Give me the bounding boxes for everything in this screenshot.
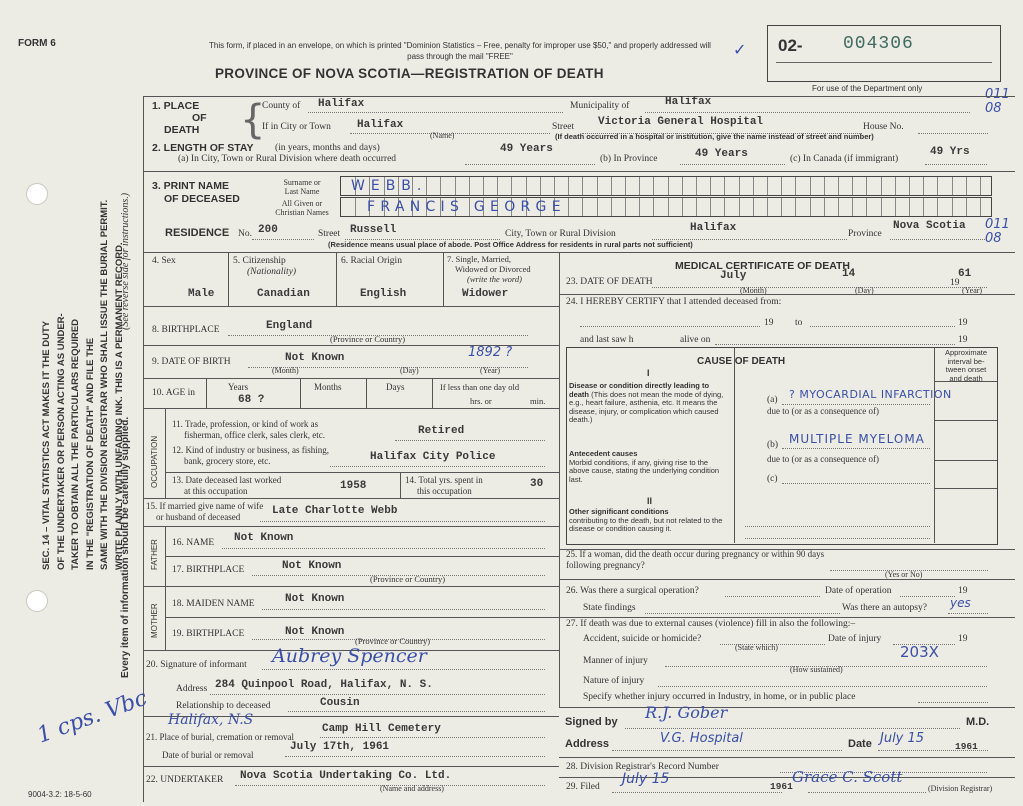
q27-label: 27. If death was due to external causes (violence) fill in also the following:–: [566, 619, 856, 629]
dod-month: July: [720, 270, 747, 282]
side-instructions: SEC. 14 – VITAL STATISTICS ACT MAKES IT THE DUTY OF THE UNDERTAKER OR PERSON ACTING AS UNDER- TAKER TO OBTAIN ALL THE PARTICULARS REQUIRED IN THE "REGISTRATION OF DEATH" AND FILE THE SAME WITH THE DIVISION REGISTRAR WHO SHALL ISSUE THE BURIAL PERMIT. WRITE PLAINLY WITH UNFADING INK. THIS IS A PERMANENT RECORD.: [41, 199, 125, 570]
stay-unit: (in years, months and days): [275, 143, 380, 153]
alive-19: 19: [958, 335, 968, 345]
residence-province-label: Province: [848, 229, 882, 239]
certify-to: to: [795, 318, 803, 328]
date-label: Date: [848, 738, 872, 750]
industry-value: Halifax City Police: [370, 451, 496, 463]
dod-year: 61: [958, 268, 972, 280]
occupation-side-label: OCCUPATION: [150, 435, 159, 488]
dob-month-caption: (Month): [272, 366, 299, 375]
name-char-cell: [881, 177, 895, 195]
mother-birthplace-caption: (Province or Country): [355, 636, 431, 646]
relationship-value: Cousin: [320, 697, 360, 709]
name-char-cell: [696, 198, 710, 216]
date-injury-label: Date of injury: [828, 634, 882, 644]
county-value: Halifax: [318, 98, 365, 110]
residence-note: (Residence means usual place of abode. Post Office Address for residents in rural parts not sufficient): [328, 240, 693, 249]
name-char-cell: [966, 177, 980, 195]
name-caption: (Name): [430, 131, 455, 140]
name-char-cell: [724, 198, 738, 216]
name-char-cell: [838, 177, 852, 195]
name-char-cell: [838, 198, 852, 216]
cause-a-value: ? MYOCARDIAL INFARCTION: [789, 388, 952, 401]
name-char-cell: [710, 177, 724, 195]
certify-label: 24. I HEREBY CERTIFY that I attended deceased from:: [566, 297, 782, 307]
mother-maiden-label: 18. MAIDEN NAME: [172, 599, 255, 609]
spouse-label: 15. If married give name of wife or husband of deceased: [146, 501, 264, 522]
name-char-cell: [639, 177, 653, 195]
form-number: FORM 6: [18, 38, 56, 49]
surname-label: Surname or Last Name: [283, 178, 321, 196]
mother-maiden-value: Not Known: [285, 593, 345, 605]
name-char-cell: [810, 198, 824, 216]
name-char-cell: [455, 177, 469, 195]
cause-a-letter: (a): [767, 395, 778, 405]
physician-signature: R.J. Gober: [645, 703, 728, 722]
father-name-value: Not Known: [234, 532, 294, 544]
undertaker-label: 22. UNDERTAKER: [146, 775, 224, 785]
medical-heading: MEDICAL CERTIFICATE OF DEATH: [675, 260, 850, 272]
division-registrar-caption: (Division Registrar): [928, 784, 993, 793]
accident-label: Accident, suicide or homicide?: [583, 634, 702, 644]
surname-boxes: [340, 176, 992, 196]
residence-label: RESIDENCE: [165, 227, 230, 239]
cause-of-death-box: [566, 347, 998, 545]
stay-c-label: (c) In Canada (if immigrant): [790, 154, 899, 164]
q25-yes-no: (Yes or No): [885, 570, 923, 579]
roman-one: I: [647, 368, 650, 378]
name-char-cell: [682, 177, 696, 195]
place-note: (If death occurred in a hospital or institution, give the name instead of street and number): [555, 132, 874, 141]
marital-value: Widower: [462, 288, 509, 300]
name-char-cell: [923, 198, 937, 216]
name-char-cell: [923, 177, 937, 195]
residence-city-value: Halifax: [690, 222, 737, 234]
registrar-signature: Grace C. Scott: [792, 768, 903, 786]
mother-side-label: MOTHER: [150, 603, 159, 638]
age-min-label: min.: [530, 396, 546, 406]
dob-handwritten: 1892 ?: [468, 345, 513, 360]
disease-label: Disease or condition directly leading to death (This does not mean the mode of dying, e.g., heart failure, asthenia, etc. It means the disease, injury, or complication which caused death.): [569, 381, 724, 424]
due-to-a: due to (or as a consequence of): [767, 406, 879, 416]
age-days-label: Days: [386, 382, 405, 392]
q28-label: 28. Division Registrar's Record Number: [566, 762, 719, 772]
residence-no-label: No.: [238, 229, 252, 239]
birthplace-value: England: [266, 320, 313, 332]
mother-birthplace-label: 19. BIRTHPLACE: [172, 629, 245, 639]
signed-by-label: Signed by: [565, 716, 618, 728]
name-char-cell: [440, 177, 454, 195]
burial-label: 21. Place of burial, cremation or removal Date of burial or removal: [146, 732, 294, 760]
age-months-label: Months: [314, 382, 342, 392]
name-char-cell: [483, 177, 497, 195]
cause-c-letter: (c): [767, 474, 778, 484]
dod-month-caption: (Month): [740, 286, 767, 295]
burial-date-value: July 17th, 1961: [290, 741, 390, 753]
father-birthplace-caption: (Province or Country): [370, 574, 446, 584]
father-side-label: FATHER: [150, 539, 159, 570]
date-operation-label: Date of operation: [825, 586, 892, 596]
manner-label: Manner of injury: [583, 656, 648, 666]
name-char-cell: [852, 198, 866, 216]
state-which-caption: (State which): [735, 643, 778, 652]
name-char-cell: [781, 177, 795, 195]
dod-label: 23. DATE OF DEATH: [566, 277, 653, 287]
other-conditions-label: Other significant conditions contributing to the death, but not related to the disease or condition causing it.: [569, 507, 723, 533]
last-saw-label: and last saw h: [580, 335, 634, 345]
name-char-cell: [881, 198, 895, 216]
dod-day-caption: (Day): [855, 286, 874, 295]
name-char-cell: [611, 177, 625, 195]
age-years-value: 68 ?: [238, 394, 265, 406]
name-char-cell: [540, 177, 554, 195]
name-char-cell: [895, 177, 909, 195]
name-char-cell: [511, 177, 525, 195]
name-char-cell: [753, 198, 767, 216]
footer-code: 9004-3.2: 18-5-60: [28, 790, 92, 799]
name-char-cell: [795, 177, 809, 195]
relationship-label: Relationship to deceased: [176, 701, 271, 711]
dob-value: Not Known: [285, 352, 345, 364]
stay-c-value: 49 Yrs: [930, 146, 970, 158]
sex-value: Male: [188, 288, 215, 300]
name-char-cell: [710, 198, 724, 216]
birthplace-label: 8. BIRTHPLACE: [152, 325, 220, 335]
state-findings-label: State findings: [583, 603, 636, 613]
place-label: 1. PLACE OF DEATH: [152, 100, 207, 136]
name-char-cell: [909, 198, 923, 216]
surname-value: WEBB.: [351, 178, 428, 194]
side-reverse-note: (See reverse side for instructions.): [120, 192, 131, 330]
alive-on-label: alive on: [680, 335, 711, 345]
last-worked-value: 1958: [340, 480, 367, 492]
name-char-cell: [582, 198, 596, 216]
punch-hole-bottom: [26, 590, 48, 612]
name-char-cell: [739, 198, 753, 216]
name-char-cell: [810, 177, 824, 195]
autopsy-label: Was there an autopsy?: [842, 603, 927, 613]
name-char-cell: [966, 198, 980, 216]
given-label: All Given or Christian Names: [275, 199, 329, 217]
name-char-cell: [668, 177, 682, 195]
sex-label: 4. Sex: [152, 256, 176, 266]
name-char-cell: [909, 177, 923, 195]
name-label: 3. PRINT NAME OF DECEASED: [152, 180, 240, 205]
check-mark: ✓: [733, 40, 747, 59]
name-char-cell: [866, 198, 880, 216]
name-char-cell: [682, 198, 696, 216]
name-char-cell: [781, 198, 795, 216]
father-birthplace-label: 17. BIRTHPLACE: [172, 565, 245, 575]
name-char-cell: [639, 198, 653, 216]
md-label: M.D.: [966, 716, 990, 728]
place-street-value: Victoria General Hospital: [598, 116, 764, 128]
margin-handwriting-cps: 1 cps. Vbc: [34, 685, 151, 749]
antecedent-label: Antecedent causes Morbid conditions, if any, giving rise to the above cause, stating the underlying condition last.: [569, 449, 720, 484]
certify-19b: 19: [958, 318, 968, 328]
given-boxes: [340, 197, 992, 217]
nature-label: Nature of injury: [583, 676, 645, 686]
county-label: County of: [262, 101, 301, 111]
injury-code: 203X: [900, 643, 939, 661]
name-char-cell: [625, 198, 639, 216]
undertaker-caption: (Name and address): [380, 784, 444, 793]
undertaker-value: Nova Scotia Undertaking Co. Ltd.: [240, 770, 452, 782]
registration-number-box: [767, 25, 1001, 82]
residence-street-label: Street: [318, 229, 341, 239]
filed-date: July 15: [622, 771, 670, 787]
due-to-b: due to (or as a consequence of): [767, 454, 879, 464]
name-char-cell: [597, 198, 611, 216]
physician-address-label: Address: [565, 738, 610, 750]
physician-address: V.G. Hospital: [660, 731, 743, 746]
name-char-cell: [668, 198, 682, 216]
stay-b-value: 49 Years: [695, 148, 748, 160]
city-value: Halifax: [357, 119, 404, 131]
mother-birthplace-value: Not Known: [285, 626, 345, 638]
dob-day-caption: (Day): [400, 366, 419, 375]
name-char-cell: [625, 177, 639, 195]
name-char-cell: [753, 177, 767, 195]
residence-province-value: Nova Scotia: [893, 220, 966, 232]
age-years-label: Years: [228, 382, 249, 392]
name-char-cell: [554, 177, 568, 195]
name-char-cell: [824, 177, 838, 195]
registration-number: 004306: [843, 34, 914, 54]
dob-label: 9. DATE OF BIRTH: [152, 357, 231, 367]
registration-prefix: 02-: [778, 36, 803, 55]
dod-year-prefix: 19: [950, 278, 960, 288]
name-char-cell: [866, 177, 880, 195]
signed-date: July 15: [880, 731, 925, 746]
name-char-cell: [497, 177, 511, 195]
name-char-cell: [526, 177, 540, 195]
burial-place-value: Camp Hill Cemetery: [322, 723, 441, 735]
citizenship-label: 5. Citizenship (Nationality): [233, 256, 297, 277]
q29-label: 29. Filed: [566, 782, 600, 792]
name-char-cell: [653, 198, 667, 216]
total-years-value: 30: [530, 478, 544, 490]
name-char-cell: [724, 177, 738, 195]
autopsy-value: yes: [950, 596, 971, 610]
street-label: Street: [552, 122, 575, 132]
specify-label: Specify whether injury occurred in Industry, in home, or in public place: [583, 692, 856, 702]
certify-19a: 19: [764, 318, 774, 328]
last-worked-label: 13. Date deceased last worked at this occupation: [172, 475, 282, 496]
filed-year: 1961: [770, 781, 793, 792]
birthplace-caption: (Province or Country): [330, 334, 406, 344]
mail-notice: This form, if placed in an envelope, on which is printed "Dominion Statistics – Free, penalty for improper use $50," and properly addressed will pass through the mail "FREE": [209, 41, 711, 61]
place-brace: {: [240, 97, 266, 143]
department-use-note: For use of the Department only: [812, 84, 923, 93]
name-char-cell: [568, 198, 582, 216]
age-hrs-label: hrs. or: [470, 396, 492, 406]
stay-label: 2. LENGTH OF STAY: [152, 142, 254, 154]
residence-street-value: Russell: [350, 224, 397, 236]
cause-heading: CAUSE OF DEATH: [697, 356, 786, 367]
q26-label: 26. Was there a surgical operation?: [566, 586, 699, 596]
form-title: PROVINCE OF NOVA SCOTIA—REGISTRATION OF DEATH: [215, 66, 604, 81]
house-number-label: House No.: [863, 122, 904, 132]
father-name-label: 16. NAME: [172, 538, 215, 548]
given-value: FRANCIS GEORGE: [367, 199, 566, 215]
informant-signature: Aubrey Spencer: [272, 645, 427, 667]
stay-a-value: 49 Years: [500, 143, 553, 155]
margin-handwriting-halifax: Halifax, N.S: [168, 712, 254, 728]
name-char-cell: [653, 177, 667, 195]
how-caption: (How sustained): [790, 665, 843, 674]
name-char-cell: [937, 177, 951, 195]
informant-address-label: Address: [176, 684, 208, 694]
cause-b-letter: (b): [767, 440, 779, 450]
name-char-cell: [469, 177, 483, 195]
name-char-cell: [739, 177, 753, 195]
name-char-cell: [952, 177, 966, 195]
citizenship-value: Canadian: [257, 288, 310, 300]
name-char-cell: [980, 198, 992, 216]
marital-label: 7. Single, Married, Widowed or Divorced (write the word): [447, 254, 531, 284]
signed-date-year: 1961: [955, 741, 978, 752]
dob-year-caption: (Year): [480, 366, 501, 375]
name-char-cell: [426, 177, 440, 195]
age-label: 10. AGE in: [152, 388, 196, 398]
name-char-cell: [611, 198, 625, 216]
name-char-cell: [980, 177, 992, 195]
name-char-cell: [852, 177, 866, 195]
op-19: 19: [958, 586, 968, 596]
name-char-cell: [937, 198, 951, 216]
name-char-cell: [597, 177, 611, 195]
side-every-item: Every item of information should be carefully supplied.: [120, 416, 131, 678]
name-char-cell: [582, 177, 596, 195]
spouse-value: Late Charlotte Webb: [272, 505, 398, 517]
trade-value: Retired: [418, 425, 465, 437]
injury-19: 19: [958, 634, 968, 644]
name-char-cell: [824, 198, 838, 216]
residence-no-value: 200: [258, 224, 278, 236]
approx-interval: Approximate interval be- tween onset and death: [944, 348, 988, 383]
total-years-label: 14. Total yrs. spent in this occupation: [405, 475, 483, 496]
residence-city-label: City, Town or Rural Division: [505, 229, 616, 239]
margin-note-residence: 011 08: [985, 217, 1010, 246]
dod-year-caption: (Year): [962, 286, 983, 295]
racial-value: English: [360, 288, 407, 300]
margin-note-top: 011 08: [985, 87, 1010, 116]
informant-signature-label: 20. Signature of informant: [146, 660, 247, 670]
dod-day: 14: [842, 268, 856, 280]
city-label: If in City or Town: [262, 122, 331, 132]
racial-label: 6. Racial Origin: [341, 256, 402, 266]
stay-a-label: (a) In City, Town or Rural Division where death occurred: [178, 154, 397, 164]
father-birthplace-value: Not Known: [282, 560, 342, 572]
trade-label: 11. Trade, profession, or kind of work as fisherman, office clerk, sales clerk, etc.: [172, 419, 326, 440]
name-char-cell: [767, 177, 781, 195]
name-char-cell: [795, 198, 809, 216]
cause-b-value: MULTIPLE MYELOMA: [789, 432, 925, 446]
age-lessday-label: If less than one day old: [440, 382, 520, 392]
name-char-cell: [767, 198, 781, 216]
stay-b-label: (b) In Province: [600, 154, 658, 164]
municipality-label: Municipality of: [570, 101, 630, 111]
column-divider: [559, 252, 560, 707]
name-char-cell: [568, 177, 582, 195]
roman-two: II: [647, 496, 653, 506]
q25-label: 25. If a woman, did the death occur during pregnancy or within 90 days following pregnancy?: [566, 549, 825, 570]
name-char-cell: [895, 198, 909, 216]
informant-address-value: 284 Quinpool Road, Halifax, N. S.: [215, 679, 433, 691]
name-char-cell: [696, 177, 710, 195]
municipality-value: Halifax: [665, 96, 712, 108]
name-char-cell: [952, 198, 966, 216]
industry-label: 12. Kind of industry or business, as fishing, bank, grocery store, etc.: [172, 445, 329, 466]
